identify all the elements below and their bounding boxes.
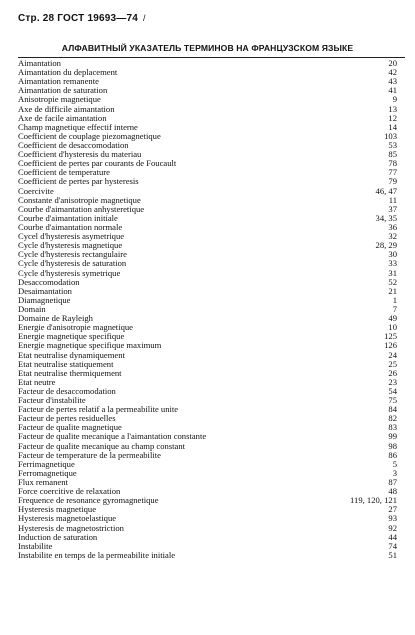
index-page-number: 34, 35 (375, 212, 397, 223)
index-page-number: 79 (388, 176, 397, 187)
index-term: Etat neutralise thermiquement (18, 367, 122, 378)
index-page-number: 77 (388, 167, 397, 178)
index-term: Anisotropie magnetique (18, 94, 101, 105)
index-term: Coefficient de pertes par courants de Foucault (18, 158, 177, 169)
index-page-number: 32 (388, 231, 397, 242)
index-entry (18, 287, 405, 296)
index-entry (18, 469, 405, 478)
index-term: Aimantation de saturation (18, 85, 108, 96)
index-page-number: 43 (388, 76, 397, 87)
index-page-number: 41 (388, 85, 397, 96)
index-term: Axe de difficile aimantation (18, 103, 115, 114)
index-page-number: 99 (388, 431, 397, 442)
index-page-number: 20 (388, 58, 397, 68)
index-term: Champ magnetique effectif interne (18, 121, 138, 132)
index-term: Hysteresis magnetoelastique (18, 513, 117, 524)
index-page-number: 7 (392, 303, 397, 314)
index-term: Induction de saturation (18, 531, 98, 542)
index-page-number: 1 (392, 294, 397, 305)
index-page-number: 125 (384, 331, 397, 342)
index-term: Cycle d'hysteresis symetrique (18, 267, 121, 278)
index-term: Instabilite en temps de la permeabilite initiale (18, 549, 176, 560)
index-term: Cycel d'hysteresis asymetrique (18, 231, 125, 242)
index-term: Hysteresis de magnetostriction (18, 522, 124, 533)
index-page-number: 25 (388, 358, 397, 369)
index-page-number: 28, 29 (375, 240, 397, 251)
index-term: Frequence de resonance gyromagnetique (18, 495, 159, 506)
index-term: Courbe d'aimantation initiale (18, 212, 118, 223)
index-term: Coefficient de pertes par hysteresis (18, 176, 139, 187)
header-mark: / (142, 13, 146, 23)
index-page-number: 13 (388, 103, 397, 114)
index-page-number: 53 (388, 139, 397, 150)
index-page-number: 74 (388, 540, 397, 551)
index-term: Courbe d'aimantation anhysteretique (18, 203, 145, 214)
index-term: Ferrimagnetique (18, 458, 75, 469)
index-page-number: 48 (388, 486, 397, 497)
index-page-number: 42 (388, 67, 397, 78)
index-page-number: 3 (392, 467, 397, 478)
index-page-number: 75 (388, 395, 397, 406)
index-term: Aimantation (18, 58, 61, 68)
index-page-number: 52 (388, 276, 397, 287)
index-page-number: 85 (388, 149, 397, 160)
index-term: Coefficient de temperature (18, 167, 110, 178)
index-entry (18, 177, 405, 186)
index-term: Domain (18, 303, 46, 314)
index-term: Cycle d'hysteresis de saturation (18, 258, 127, 269)
index-page-number: 44 (388, 531, 397, 542)
index-term: Coefficient de couplage piezomagnetique (18, 130, 161, 141)
index-term: Facteur de desaccomodation (18, 385, 116, 396)
index-term: Coercivite (18, 185, 54, 196)
index-page-number: 36 (388, 221, 397, 232)
index-entry (18, 369, 405, 378)
index-term: Etat neutralise statiquement (18, 358, 114, 369)
index-page-number: 23 (388, 376, 397, 387)
index-page-number: 93 (388, 513, 397, 524)
index-term: Coefficient de desaccomodation (18, 139, 129, 150)
index-term: Ferromagnetique (18, 467, 77, 478)
index-term: Etat neutre (18, 376, 56, 387)
index-term: Facteur de qualite mecanique au champ constant (18, 440, 186, 451)
index-page-number: 12 (388, 112, 397, 123)
index-term: Instabilite (18, 540, 53, 551)
index-term: Courbe d'aimantation normale (18, 221, 123, 232)
index-title: АЛФАВИТНЫЙ УКАЗАТЕЛЬ ТЕРМИНОВ НА ФРАНЦУЗСКОМ ЯЗЫКЕ (61, 43, 354, 53)
index-page-number: 27 (388, 504, 397, 515)
index-page-number: 51 (388, 549, 397, 560)
index-term: Facteur de qualite mecanique a l'aimantation constante (18, 431, 207, 442)
index-term: Aimantation du deplacement (18, 67, 118, 78)
index-term: Facteur de qualite magnetique (18, 422, 122, 433)
index-page-number: 82 (388, 413, 397, 424)
index-page-number: 33 (388, 258, 397, 269)
index-page-number: 119, 120, 121 (350, 495, 397, 506)
index-page-number: 5 (392, 458, 397, 469)
index-entry (18, 551, 405, 560)
index-term: Cycle d'hysteresis rectangulaire (18, 249, 127, 260)
index-term: Facteur de pertes relatif a la permeabilite unite (18, 404, 179, 415)
index-term: Energie d'anisotropie magnetique (18, 322, 133, 333)
index-term: Constante d'anisotropie magnetique (18, 194, 141, 205)
title-rule (18, 57, 405, 58)
index-page-number: 92 (388, 522, 397, 533)
index-page-number: 30 (388, 249, 397, 260)
index-page-number: 37 (388, 203, 397, 214)
index-term: Facteur de temperature de la permeabilite (18, 449, 161, 460)
index-page-number: 10 (388, 322, 397, 333)
term-index-list (18, 59, 405, 560)
index-term: Coefficient d'hysteresis du materiau (18, 149, 142, 160)
index-page-number: 31 (388, 267, 397, 278)
index-term: Facteur de pertes residuelles (18, 413, 116, 424)
index-page-number: 83 (388, 422, 397, 433)
index-page-number: 98 (388, 440, 397, 451)
index-term: Facteur d'instabilite (18, 395, 86, 406)
index-page-number: 9 (392, 94, 397, 105)
header-text: Стр. 28 ГОСТ 19693—74 (18, 13, 138, 24)
index-page-number: 126 (384, 340, 397, 351)
index-term: Domaine de Rayleigh (18, 313, 93, 324)
index-term: Force coercitive de relaxation (18, 486, 121, 497)
index-term: Diamagnetique (18, 294, 71, 305)
index-page-number: 14 (388, 121, 397, 132)
index-term: Energie magnetique specifique maximum (18, 340, 162, 351)
index-entry (18, 278, 405, 287)
index-page-number: 46, 47 (375, 185, 397, 196)
index-term: Aimantation remanente (18, 76, 99, 87)
index-page-number: 49 (388, 313, 397, 324)
index-term: Cycle d'hysteresis magnetique (18, 240, 123, 251)
index-page-number: 54 (388, 385, 397, 396)
index-term: Desaccomodation (18, 276, 80, 287)
index-page-number: 87 (388, 477, 397, 488)
index-term: Axe de facile aimantation (18, 112, 107, 123)
index-entry (18, 296, 405, 305)
index-term: Energie magnetique specifique (18, 331, 125, 342)
index-term: Hysteresis magnetique (18, 504, 97, 515)
index-term: Flux remanent (18, 477, 68, 488)
index-page-number: 26 (388, 367, 397, 378)
index-page-number: 84 (388, 404, 397, 415)
index-term: Etat neutralise dynamiquement (18, 349, 125, 360)
index-entry (18, 451, 405, 460)
index-page-number: 103 (384, 130, 397, 141)
page-header (18, 13, 146, 24)
index-page-number: 24 (388, 349, 397, 360)
index-term: Desaimantation (18, 285, 72, 296)
index-entry (18, 533, 405, 542)
index-page-number: 78 (388, 158, 397, 169)
index-page-number: 86 (388, 449, 397, 460)
index-page-number: 21 (388, 285, 397, 296)
index-page-number: 11 (388, 194, 397, 205)
